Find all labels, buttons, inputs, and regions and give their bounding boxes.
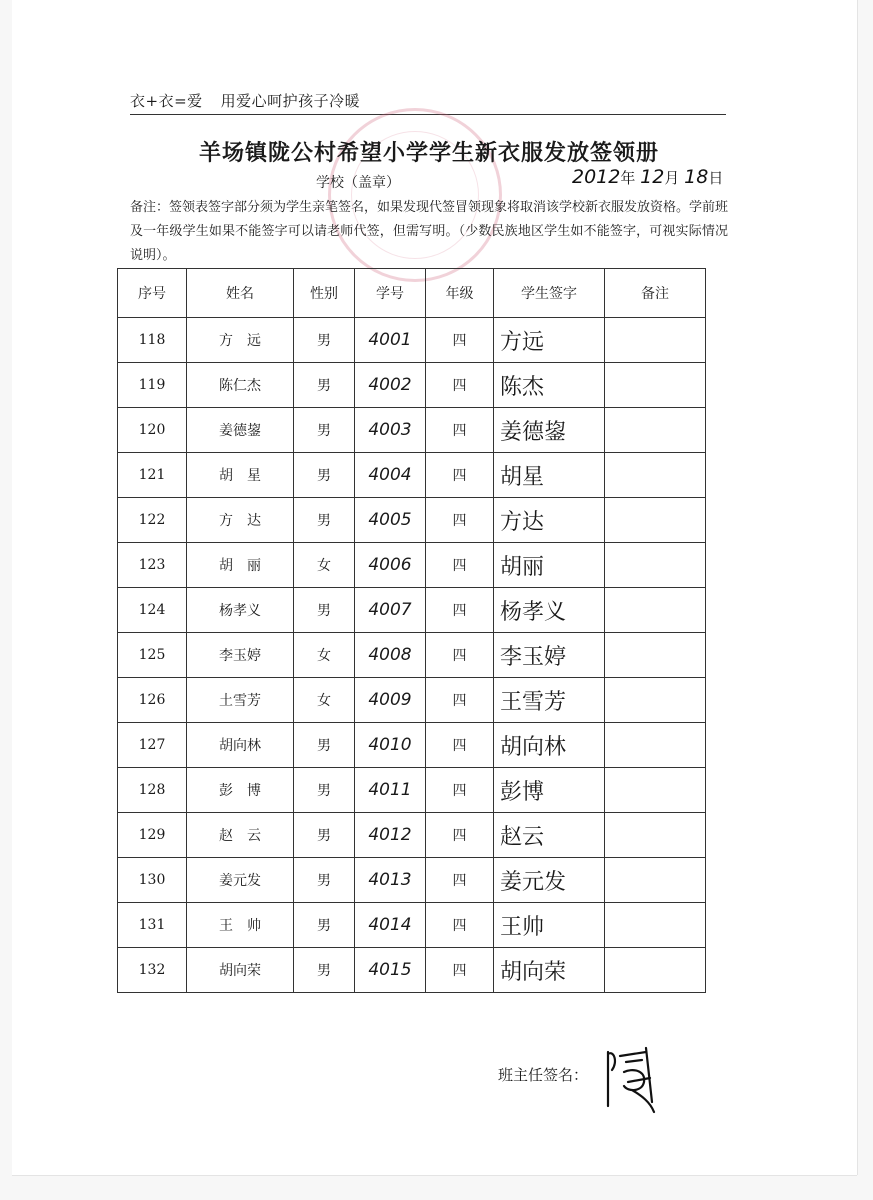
row-remark xyxy=(605,948,706,993)
table-row xyxy=(118,723,706,768)
student-name: 杨孝义 xyxy=(187,588,294,633)
student-gender: 男 xyxy=(294,453,355,498)
student-gender: 男 xyxy=(294,408,355,453)
student-id: 4012 xyxy=(355,813,426,858)
table-row xyxy=(118,588,706,633)
row-remark xyxy=(605,723,706,768)
table-row xyxy=(118,408,706,453)
student-gender: 男 xyxy=(294,723,355,768)
student-signature: 王帅 xyxy=(494,903,605,948)
row-number: 128 xyxy=(118,768,187,813)
row-number: 118 xyxy=(118,318,187,363)
student-signature: 方远 xyxy=(494,318,605,363)
row-remark xyxy=(605,408,706,453)
student-name: 胡向荣 xyxy=(187,948,294,993)
row-number: 130 xyxy=(118,858,187,903)
student-grade: 四 xyxy=(426,948,494,993)
col-header-grade: 年级 xyxy=(426,269,494,318)
col-header-no: 序号 xyxy=(118,269,187,318)
table-row xyxy=(118,858,706,903)
student-signature: 杨孝义 xyxy=(494,588,605,633)
student-signature: 胡星 xyxy=(494,453,605,498)
student-id: 4014 xyxy=(355,903,426,948)
row-remark xyxy=(605,903,706,948)
student-signature: 赵云 xyxy=(494,813,605,858)
student-gender: 男 xyxy=(294,858,355,903)
teacher-signature-label: 班主任签名： xyxy=(498,1066,589,1084)
student-grade: 四 xyxy=(426,768,494,813)
table-row xyxy=(118,318,706,363)
student-name: 王 帅 xyxy=(187,903,294,948)
row-remark xyxy=(605,768,706,813)
date-day: 18 xyxy=(684,166,709,188)
col-header-signature: 学生签字 xyxy=(494,269,605,318)
row-remark xyxy=(605,678,706,723)
date-month-unit: 月 xyxy=(664,169,680,187)
student-gender: 女 xyxy=(294,543,355,588)
table-row xyxy=(118,903,706,948)
sign-date xyxy=(572,166,723,188)
student-id: 4009 xyxy=(355,678,426,723)
student-id: 4001 xyxy=(355,318,426,363)
student-gender: 女 xyxy=(294,633,355,678)
row-remark xyxy=(605,543,706,588)
student-id: 4002 xyxy=(355,363,426,408)
student-signature: 陈杰 xyxy=(494,363,605,408)
student-signature: 李玉婷 xyxy=(494,633,605,678)
student-id: 4004 xyxy=(355,453,426,498)
page-title: 羊场镇陇公村希望小学学生新衣服发放签领册 xyxy=(198,140,659,166)
slogan-header xyxy=(130,90,725,111)
student-grade: 四 xyxy=(426,858,494,903)
student-gender: 男 xyxy=(294,318,355,363)
student-grade: 四 xyxy=(426,588,494,633)
row-number: 122 xyxy=(118,498,187,543)
student-name: 陈仁杰 xyxy=(187,363,294,408)
student-grade: 四 xyxy=(426,723,494,768)
date-month: 12 xyxy=(640,166,665,188)
student-gender: 男 xyxy=(294,948,355,993)
date-year-unit: 年 xyxy=(620,169,636,187)
row-remark xyxy=(605,813,706,858)
table-row xyxy=(118,543,706,588)
student-grade: 四 xyxy=(426,813,494,858)
table-row xyxy=(118,498,706,543)
student-id: 4013 xyxy=(355,858,426,903)
student-id: 4006 xyxy=(355,543,426,588)
student-signature: 胡向林 xyxy=(494,723,605,768)
notes-paragraph: 备注：签领表签字部分须为学生亲笔签名，如果发现代签冒领现象将取消该学校新衣服发放资格。学前班及一年级学生如果不能签字可以请老师代签，但需写明。（少数民族地区学生如不能签字，可视实际情况说明）。 xyxy=(130,200,729,263)
row-number: 127 xyxy=(118,723,187,768)
student-gender: 男 xyxy=(294,588,355,633)
table-row xyxy=(118,768,706,813)
student-name: 胡 星 xyxy=(187,453,294,498)
student-grade: 四 xyxy=(426,543,494,588)
header-rule xyxy=(130,114,726,115)
student-id: 4010 xyxy=(355,723,426,768)
student-grade: 四 xyxy=(426,903,494,948)
student-name: 赵 云 xyxy=(187,813,294,858)
row-remark xyxy=(605,498,706,543)
row-number: 121 xyxy=(118,453,187,498)
table-row xyxy=(118,633,706,678)
student-signature: 姜元发 xyxy=(494,858,605,903)
student-name: 胡向林 xyxy=(187,723,294,768)
student-name: 姜元发 xyxy=(187,858,294,903)
table-row xyxy=(118,363,706,408)
row-number: 120 xyxy=(118,408,187,453)
table-header-row xyxy=(118,269,706,318)
row-remark xyxy=(605,588,706,633)
col-header-remark: 备注 xyxy=(605,269,706,318)
student-id: 4003 xyxy=(355,408,426,453)
slogan-text: 用爱心呵护孩子冷暖 xyxy=(220,92,361,110)
student-gender: 女 xyxy=(294,678,355,723)
row-number: 126 xyxy=(118,678,187,723)
row-remark xyxy=(605,453,706,498)
school-seal-label: 学校（盖章） xyxy=(316,175,400,191)
student-name: 彭 博 xyxy=(187,768,294,813)
table-row xyxy=(118,813,706,858)
student-gender: 男 xyxy=(294,768,355,813)
student-signature: 彭博 xyxy=(494,768,605,813)
student-gender: 男 xyxy=(294,813,355,858)
student-id: 4008 xyxy=(355,633,426,678)
row-number: 125 xyxy=(118,633,187,678)
student-gender: 男 xyxy=(294,363,355,408)
row-number: 123 xyxy=(118,543,187,588)
table-row xyxy=(118,678,706,723)
student-id: 4005 xyxy=(355,498,426,543)
table-row xyxy=(118,453,706,498)
row-number: 129 xyxy=(118,813,187,858)
student-grade: 四 xyxy=(426,453,494,498)
student-signature: 胡丽 xyxy=(494,543,605,588)
student-gender: 男 xyxy=(294,903,355,948)
date-day-unit: 日 xyxy=(708,169,724,187)
student-grade: 四 xyxy=(426,633,494,678)
col-header-name: 姓名 xyxy=(187,269,294,318)
student-id: 4015 xyxy=(355,948,426,993)
row-number: 119 xyxy=(118,363,187,408)
student-signature: 方达 xyxy=(494,498,605,543)
student-grade: 四 xyxy=(426,408,494,453)
date-year: 2012 xyxy=(572,166,621,188)
student-name: 李玉婷 xyxy=(187,633,294,678)
student-name: 姜德鋆 xyxy=(187,408,294,453)
student-id: 4007 xyxy=(355,588,426,633)
student-name: 方 远 xyxy=(187,318,294,363)
col-header-gender: 性别 xyxy=(294,269,355,318)
col-header-student-id: 学号 xyxy=(355,269,426,318)
row-number: 131 xyxy=(118,903,187,948)
table-row xyxy=(118,948,706,993)
slogan-formula: 衣+衣=爱 xyxy=(130,92,203,110)
student-name: 土雪芳 xyxy=(187,678,294,723)
student-grade: 四 xyxy=(426,498,494,543)
row-number: 124 xyxy=(118,588,187,633)
student-signature: 胡向荣 xyxy=(494,948,605,993)
student-signature: 姜德鋆 xyxy=(494,408,605,453)
student-grade: 四 xyxy=(426,318,494,363)
row-number: 132 xyxy=(118,948,187,993)
signature-table xyxy=(117,268,706,993)
row-remark xyxy=(605,858,706,903)
student-id: 4011 xyxy=(355,768,426,813)
student-name: 胡 丽 xyxy=(187,543,294,588)
student-grade: 四 xyxy=(426,363,494,408)
student-name: 方 达 xyxy=(187,498,294,543)
student-gender: 男 xyxy=(294,498,355,543)
row-remark xyxy=(605,318,706,363)
row-remark xyxy=(605,633,706,678)
teacher-signature-scribble xyxy=(602,1042,658,1116)
row-remark xyxy=(605,363,706,408)
student-grade: 四 xyxy=(426,678,494,723)
student-signature: 王雪芳 xyxy=(494,678,605,723)
